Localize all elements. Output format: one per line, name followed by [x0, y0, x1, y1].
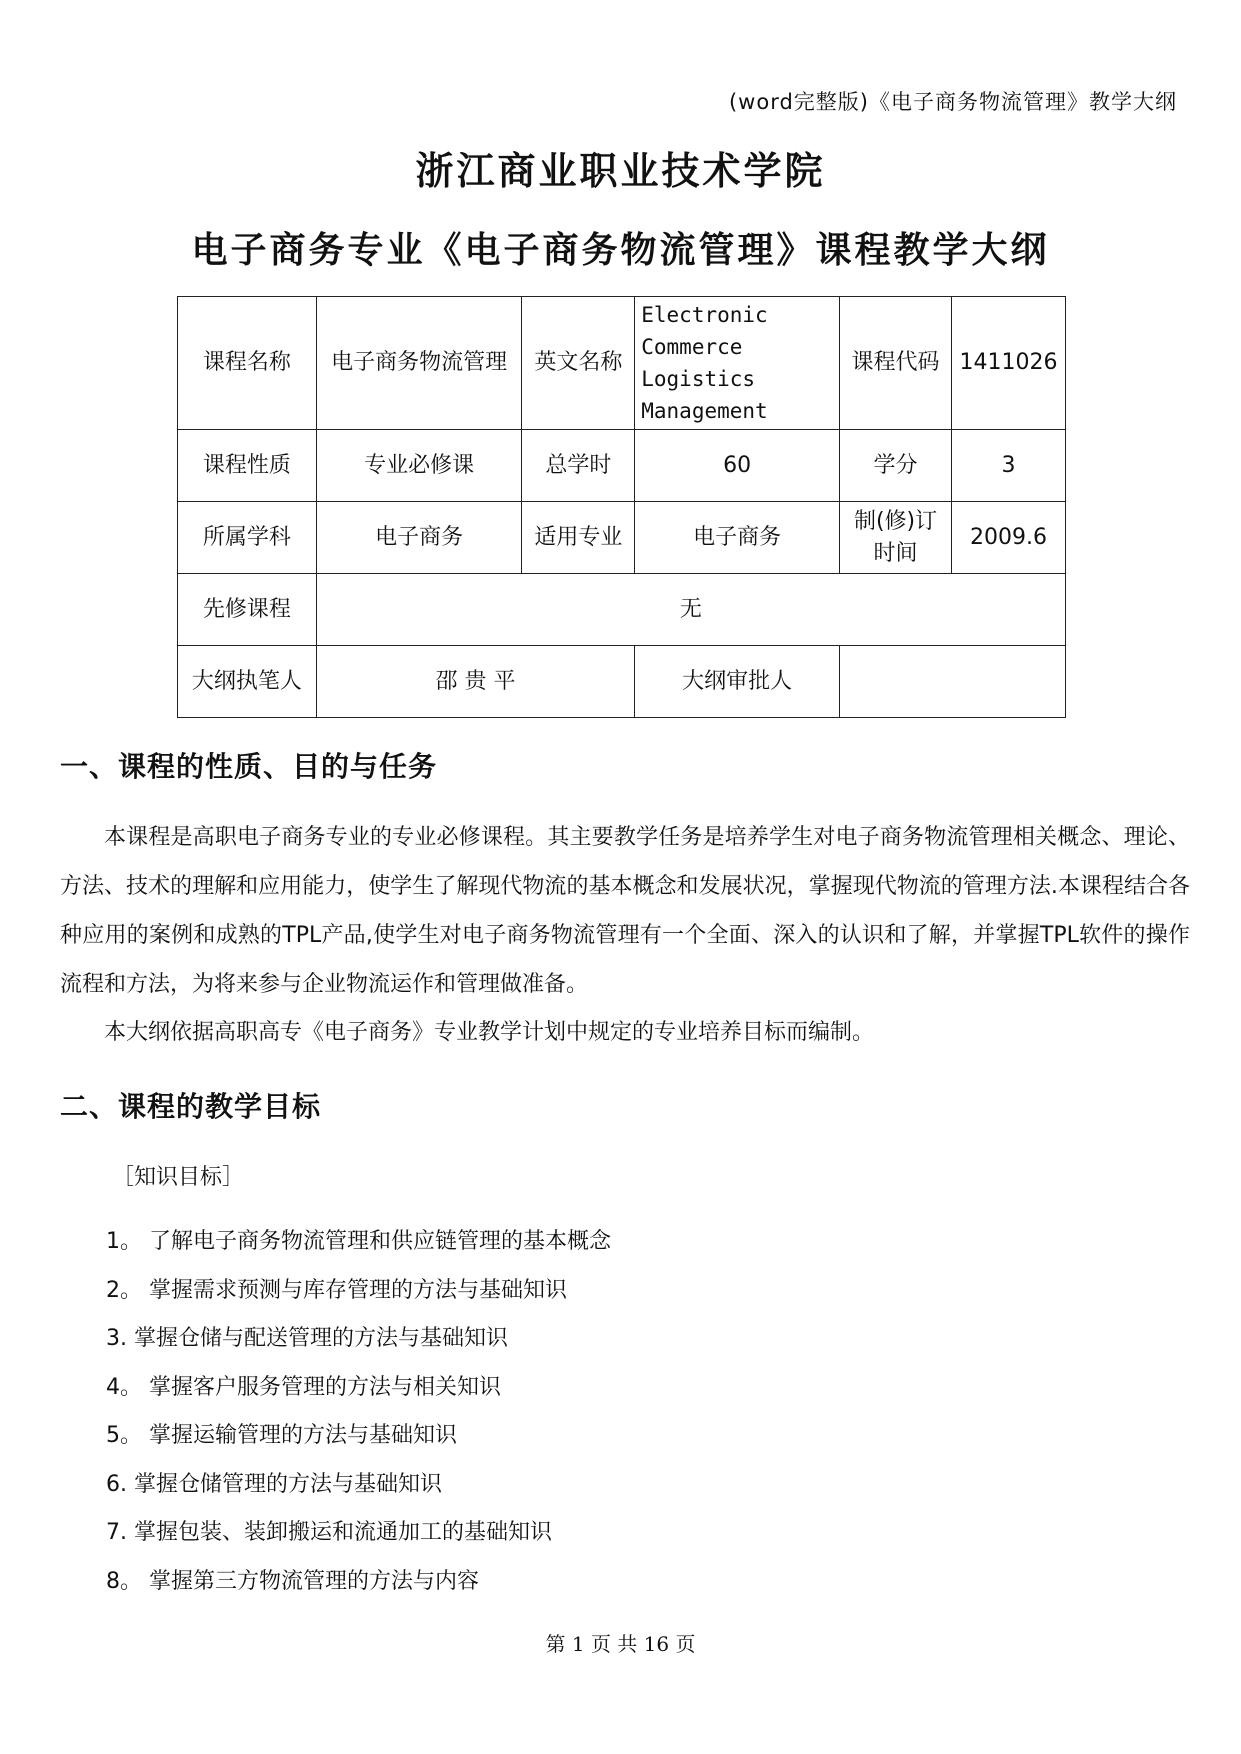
section-heading: 二、课程的教学目标 — [60, 1090, 322, 1123]
table-cell: 60 — [635, 430, 840, 502]
list-item: 3. 掌握仓储与配送管理的方法与基础知识 — [106, 1326, 508, 1351]
table-cell: 学分 — [840, 430, 952, 502]
table-cell: 大纲审批人 — [635, 646, 840, 718]
table-cell: 先修课程 — [178, 574, 317, 646]
table-cell: 大纲执笔人 — [178, 646, 317, 718]
table-cell: 无 — [316, 574, 1065, 646]
table-cell: 邵 贵 平 — [316, 646, 634, 718]
table-cell: 1411026 — [951, 297, 1065, 430]
table-cell: 电子商务物流管理 — [316, 297, 522, 430]
paragraph: 本大纲依据高职高专《电子商务》专业教学计划中规定的专业培养目标而编制。 — [104, 1020, 875, 1045]
table-cell: 课程名称 — [178, 297, 317, 430]
table-row — [178, 430, 1066, 502]
table-cell: 制(修)订时间 — [840, 502, 952, 574]
list-item: 7. 掌握包装、装卸搬运和流通加工的基础知识 — [106, 1520, 552, 1545]
document-title: 浙江商业职业技术学院 — [415, 149, 826, 193]
list-item: 1。 了解电子商务物流管理和供应链管理的基本概念 — [106, 1229, 611, 1254]
table-cell: 专业必修课 — [316, 430, 522, 502]
list-item: 5。 掌握运输管理的方法与基础知识 — [106, 1423, 457, 1448]
table-cell: 课程性质 — [178, 430, 317, 502]
table-cell: 2009.6 — [951, 502, 1065, 574]
paragraph: 本课程是高职电子商务专业的专业必修课程。其主要教学任务是培养学生对电子商务物流管理相关概念、理论、方法、技术的理解和应用能力，使学生了解现代物流的基本概念和发展状况，掌握现代物流的管理方法.本课程结合各种应用的案例和成熟的TPL产品,使学生对电子商务物流管理有一个全面、深入的认识和了解，并掌握TPL软件的操作流程和方法，为将来参与企业物流运作和管理做准备。 — [60, 825, 1190, 997]
list-item: 8。 掌握第三方物流管理的方法与内容 — [106, 1569, 479, 1594]
table-row — [178, 646, 1066, 718]
table-cell: 总学时 — [522, 430, 635, 502]
table-cell: 3 — [951, 430, 1065, 502]
table-cell: 电子商务 — [316, 502, 522, 574]
table-row — [178, 574, 1066, 646]
list-item: 4。 掌握客户服务管理的方法与相关知识 — [106, 1375, 501, 1400]
table-cell: 适用专业 — [522, 502, 635, 574]
section-heading: 一、课程的性质、目的与任务 — [60, 750, 438, 783]
table-cell: 所属学科 — [178, 502, 317, 574]
page-footer: 第 1 页 共 16 页 — [545, 1632, 696, 1656]
list-item: 2。 掌握需求预测与库存管理的方法与基础知识 — [106, 1278, 567, 1303]
table-cell: 课程代码 — [840, 297, 952, 430]
page-header: (word完整版)《电子商务物流管理》教学大纲 — [728, 90, 1177, 114]
list-item: 6. 掌握仓储管理的方法与基础知识 — [106, 1472, 442, 1497]
table-cell — [840, 646, 1066, 718]
table-cell: 英文名称 — [522, 297, 635, 430]
table-cell: Electronic Commerce Logistics Management — [635, 297, 840, 430]
table-row — [178, 502, 1066, 574]
subheading: ［知识目标］ — [112, 1165, 245, 1190]
table-cell: 电子商务 — [635, 502, 840, 574]
course-info-table — [177, 296, 1066, 718]
table-row — [178, 297, 1066, 430]
document-subtitle: 电子商务专业《电子商务物流管理》课程教学大纲 — [191, 230, 1050, 271]
